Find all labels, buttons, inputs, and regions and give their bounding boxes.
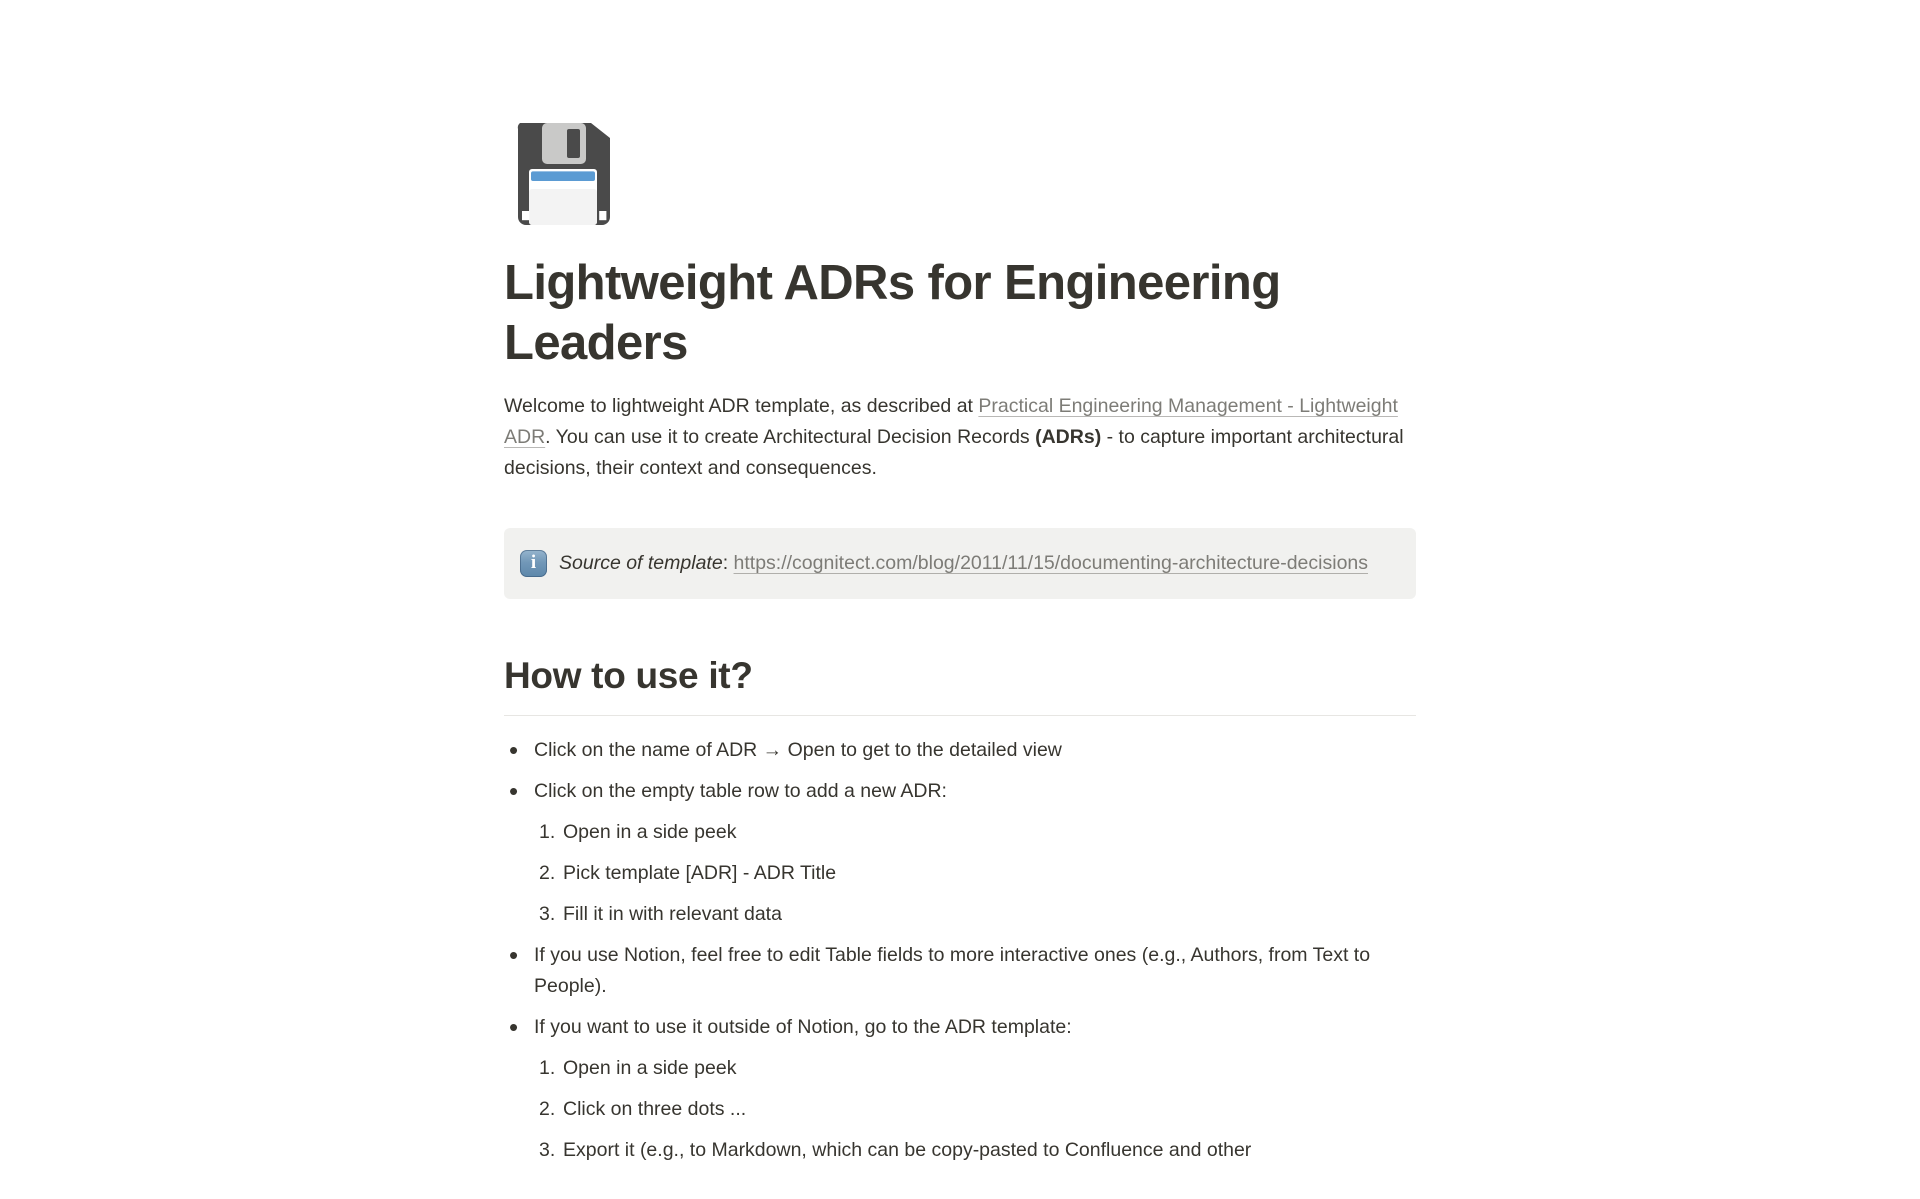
notion-page bbox=[504, 0, 1416, 1171]
number-marker: 3. bbox=[539, 1139, 556, 1161]
cognitect-source-link[interactable]: https://cognitect.com/blog/2011/11/15/documenting-architecture-decisions bbox=[733, 552, 1369, 574]
list-item-text: Open in a side peek bbox=[563, 1057, 737, 1079]
callout-label: Source of template bbox=[559, 552, 723, 574]
list-item-text: If you want to use it outside of Notion, go to the ADR template: bbox=[534, 1016, 1072, 1038]
callout-block bbox=[504, 528, 1416, 599]
number-marker: 1. bbox=[539, 1057, 556, 1079]
callout-text bbox=[559, 548, 1368, 579]
bullet-marker: • bbox=[509, 940, 519, 970]
bullet-marker: • bbox=[509, 1012, 519, 1042]
list-item bbox=[537, 812, 1416, 853]
list-item bbox=[537, 853, 1416, 894]
floppy-disk-icon bbox=[504, 117, 620, 231]
intro-text-after-link: . You can use it to create Architectural Decision Records bbox=[545, 426, 1036, 448]
list-item bbox=[504, 771, 1416, 812]
list-item-text: If you use Notion, feel free to edit Table fields to more interactive ones (e.g., Authors, from Text to People). bbox=[534, 944, 1371, 997]
divider bbox=[504, 715, 1416, 716]
intro-adrs-bold: (ADRs) bbox=[1035, 426, 1102, 448]
list-item-text: Fill it in with relevant data bbox=[563, 903, 782, 925]
information-icon: i bbox=[520, 550, 547, 577]
callout-separator: : bbox=[722, 552, 734, 574]
list-item-text: Open in a side peek bbox=[563, 821, 737, 843]
list-item bbox=[504, 935, 1416, 1007]
intro-text-tail: - to capture important architectural decisions, their context and consequences. bbox=[504, 426, 1404, 479]
list-item bbox=[504, 1007, 1416, 1048]
list-item-text: Click on the name of ADR → Open to get to the detailed view bbox=[534, 739, 1062, 761]
list-item bbox=[537, 894, 1416, 935]
number-marker: 2. bbox=[539, 1098, 556, 1120]
bullet-marker: • bbox=[509, 735, 519, 765]
how-to-list bbox=[504, 730, 1416, 1171]
how-to-use-it-heading: How to use it? bbox=[504, 655, 753, 696]
number-marker: 3. bbox=[539, 903, 556, 925]
list-item bbox=[537, 1048, 1416, 1089]
number-marker: 2. bbox=[539, 862, 556, 884]
practical-engineering-management-link[interactable]: Practical Engineering Management - Lightweight ADR bbox=[504, 395, 1398, 448]
intro-text-before-link: Welcome to lightweight ADR template, as described at bbox=[504, 395, 979, 417]
list-item-text: Click on the empty table row to add a new ADR: bbox=[534, 780, 947, 802]
page-title: Lightweight ADRs for Engineering Leaders bbox=[504, 256, 1281, 370]
list-item bbox=[537, 1089, 1416, 1130]
page-icon-floppy-disk-emoji[interactable] bbox=[504, 117, 620, 231]
list-item-text: Pick template [ADR] - ADR Title bbox=[563, 862, 837, 884]
bullet-marker: • bbox=[509, 776, 519, 806]
number-marker: 1. bbox=[539, 821, 556, 843]
list-item-text: Export it (e.g., to Markdown, which can be copy-pasted to Confluence and other bbox=[563, 1139, 1252, 1161]
list-item-text: Click on three dots ... bbox=[563, 1098, 747, 1120]
list-item bbox=[537, 1130, 1416, 1171]
intro-paragraph bbox=[504, 391, 1416, 484]
list-item bbox=[504, 730, 1416, 771]
